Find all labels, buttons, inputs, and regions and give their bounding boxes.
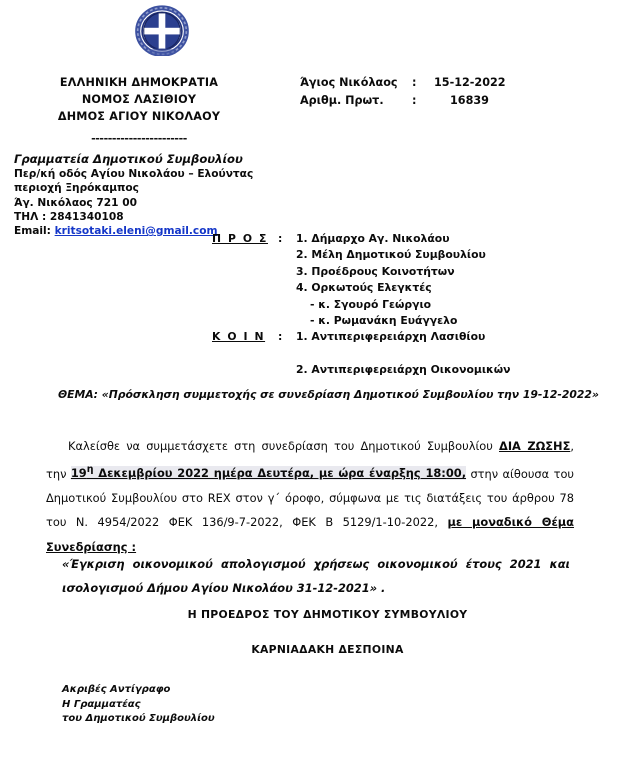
recipients-to-row xyxy=(212,231,510,329)
signature-role: Η ΠΡΟΕΔΡΟΣ ΤΟΥ ΔΗΜΟΤΙΚΟΥ ΣΥΜΒΟΥΛΙΟΥ xyxy=(187,608,468,621)
meta-value-protocol-number: 16839 xyxy=(450,94,489,107)
body-part-2: , την xyxy=(46,439,574,481)
body-paragraph xyxy=(46,434,574,559)
list-item: 2. Μέλη Δημοτικού Συμβουλίου xyxy=(296,248,486,262)
meta-value-date: 15-12-2022 xyxy=(434,76,506,89)
list-item: 4. Ορκωτούς Ελεγκτές xyxy=(296,281,432,295)
recipients-cc-spacer xyxy=(296,346,510,362)
certification-block xyxy=(62,683,215,727)
meta-label-protocol: Αριθμ. Πρωτ. xyxy=(300,94,384,107)
certification-line-2: Η Γραμματέας xyxy=(62,698,141,710)
secretariat-email-label: Email: xyxy=(14,225,55,238)
recipients-block xyxy=(212,231,510,378)
body-part-1: Καλείσθε να συμμετάσχετε στη συνεδρίαση του Δημοτικού Συμβουλίου xyxy=(68,439,499,453)
list-item: 2. Αντιπεριφερειάρχη Οικονομικών xyxy=(296,362,511,376)
document-header xyxy=(0,58,619,145)
secretariat-title: Γραμματεία Δημοτικού Συμβουλίου xyxy=(14,152,243,166)
organization-line-3: ΔΗΜΟΣ ΑΓΙΟΥ ΝΙΚΟΛΑΟΥ xyxy=(57,110,221,123)
body-meeting-datetime xyxy=(71,466,466,480)
organization-line-1: ΕΛΛΗΝΙΚΗ ΔΗΜΟΚΡΑΤΙΑ xyxy=(59,76,219,89)
recipients-cc-colon: : xyxy=(278,330,283,344)
recipients-to-colon: : xyxy=(278,232,283,245)
subject-line: ΘΕΜΑ: «Πρόσκληση συμμετοχής σε συνεδρίαση Δημοτικού Συμβουλίου την 19-12-2022» xyxy=(58,388,599,401)
recipients-cc-label: Κ Ο Ι Ν xyxy=(212,330,266,344)
organization-block xyxy=(14,74,264,147)
meta-colon-place: : xyxy=(412,76,417,89)
body-agenda-lead: με μοναδικό Θέμα Συνεδρίασης : xyxy=(46,515,575,554)
document-meta-block xyxy=(300,74,506,110)
recipients-to-list xyxy=(296,231,486,329)
body-part-3: στην αίθουσα του Δημοτικού Συμβουλίου στο REX στον γ΄ όροφο, σύμφωνα με τις διατάξεις του άρθρου 78 του Ν. 4954/2022 ΦΕΚ 136/9-7-2022, ΦΕΚ Β 5129/1-10-2022, xyxy=(46,466,575,530)
signature-block xyxy=(0,608,619,656)
list-item-sub: - κ. Σγουρό Γεώργιο xyxy=(310,297,432,311)
secretariat-phone: ΤΗΛ : 2841340108 xyxy=(14,210,124,223)
body-date-day: 19 xyxy=(70,466,87,481)
secretariat-block xyxy=(14,152,253,238)
organization-line-2: ΝΟΜΟΣ ΛΑΣΙΘΙΟΥ xyxy=(81,93,197,106)
recipients-cc-list xyxy=(296,329,510,378)
secretariat-address-line-1: Περ/κή οδός Αγίου Νικολάου – Ελούντας xyxy=(14,168,254,181)
body-emphasis-in-person: ΔΙΑ ΖΩΣΗΣ xyxy=(499,439,571,453)
secretariat-address-line-3: Άγ. Νικόλαος 721 00 xyxy=(14,196,137,209)
recipients-cc-row xyxy=(212,329,510,378)
signature-name: ΚΑΡΝΙΑΔΑΚΗ ΔΕΣΠΟΙΝΑ xyxy=(251,643,404,656)
meta-row-place-date xyxy=(300,74,506,92)
header-separator: ----------------------- xyxy=(91,132,187,145)
agenda-item: «Έγκριση οικονομικού απολογισμού χρήσεως οικονομικού έτους 2021 και ισολογισμού Δήμου Αγίου Νικολάου 31-12-2021» . xyxy=(62,557,570,595)
list-item-sub: - κ. Ρωμανάκη Ευάγγελο xyxy=(310,314,458,328)
secretariat-email-link[interactable]: kritsotaki.eleni@gmail.com xyxy=(54,225,218,238)
meta-row-protocol-number xyxy=(300,92,506,110)
meta-colon-protocol: : xyxy=(412,94,417,107)
body-date-rest: Δεκεμβρίου 2022 ημέρα Δευτέρα, με ώρα έναρξης 18:00, xyxy=(93,466,467,481)
secretariat-address-line-2: περιοχή Ξηρόκαμπος xyxy=(14,182,139,195)
list-item: 1. Αντιπεριφερειάρχη Λασιθίου xyxy=(296,330,486,344)
list-item: 3. Προέδρους Κοινοτήτων xyxy=(296,264,455,278)
certification-line-3: του Δημοτικού Συμβουλίου xyxy=(62,713,215,725)
meta-label-place: Άγιος Νικόλαος xyxy=(300,76,398,89)
greek-coat-of-arms-icon xyxy=(134,4,190,56)
list-item: 1. Δήμαρχο Αγ. Νικολάου xyxy=(296,232,450,245)
emblem-container xyxy=(0,0,619,58)
recipients-to-label: Π Ρ Ο Σ xyxy=(212,232,268,245)
body-date-day-suffix: η xyxy=(86,464,94,476)
certification-line-1: Ακριβές Αντίγραφο xyxy=(62,684,171,695)
